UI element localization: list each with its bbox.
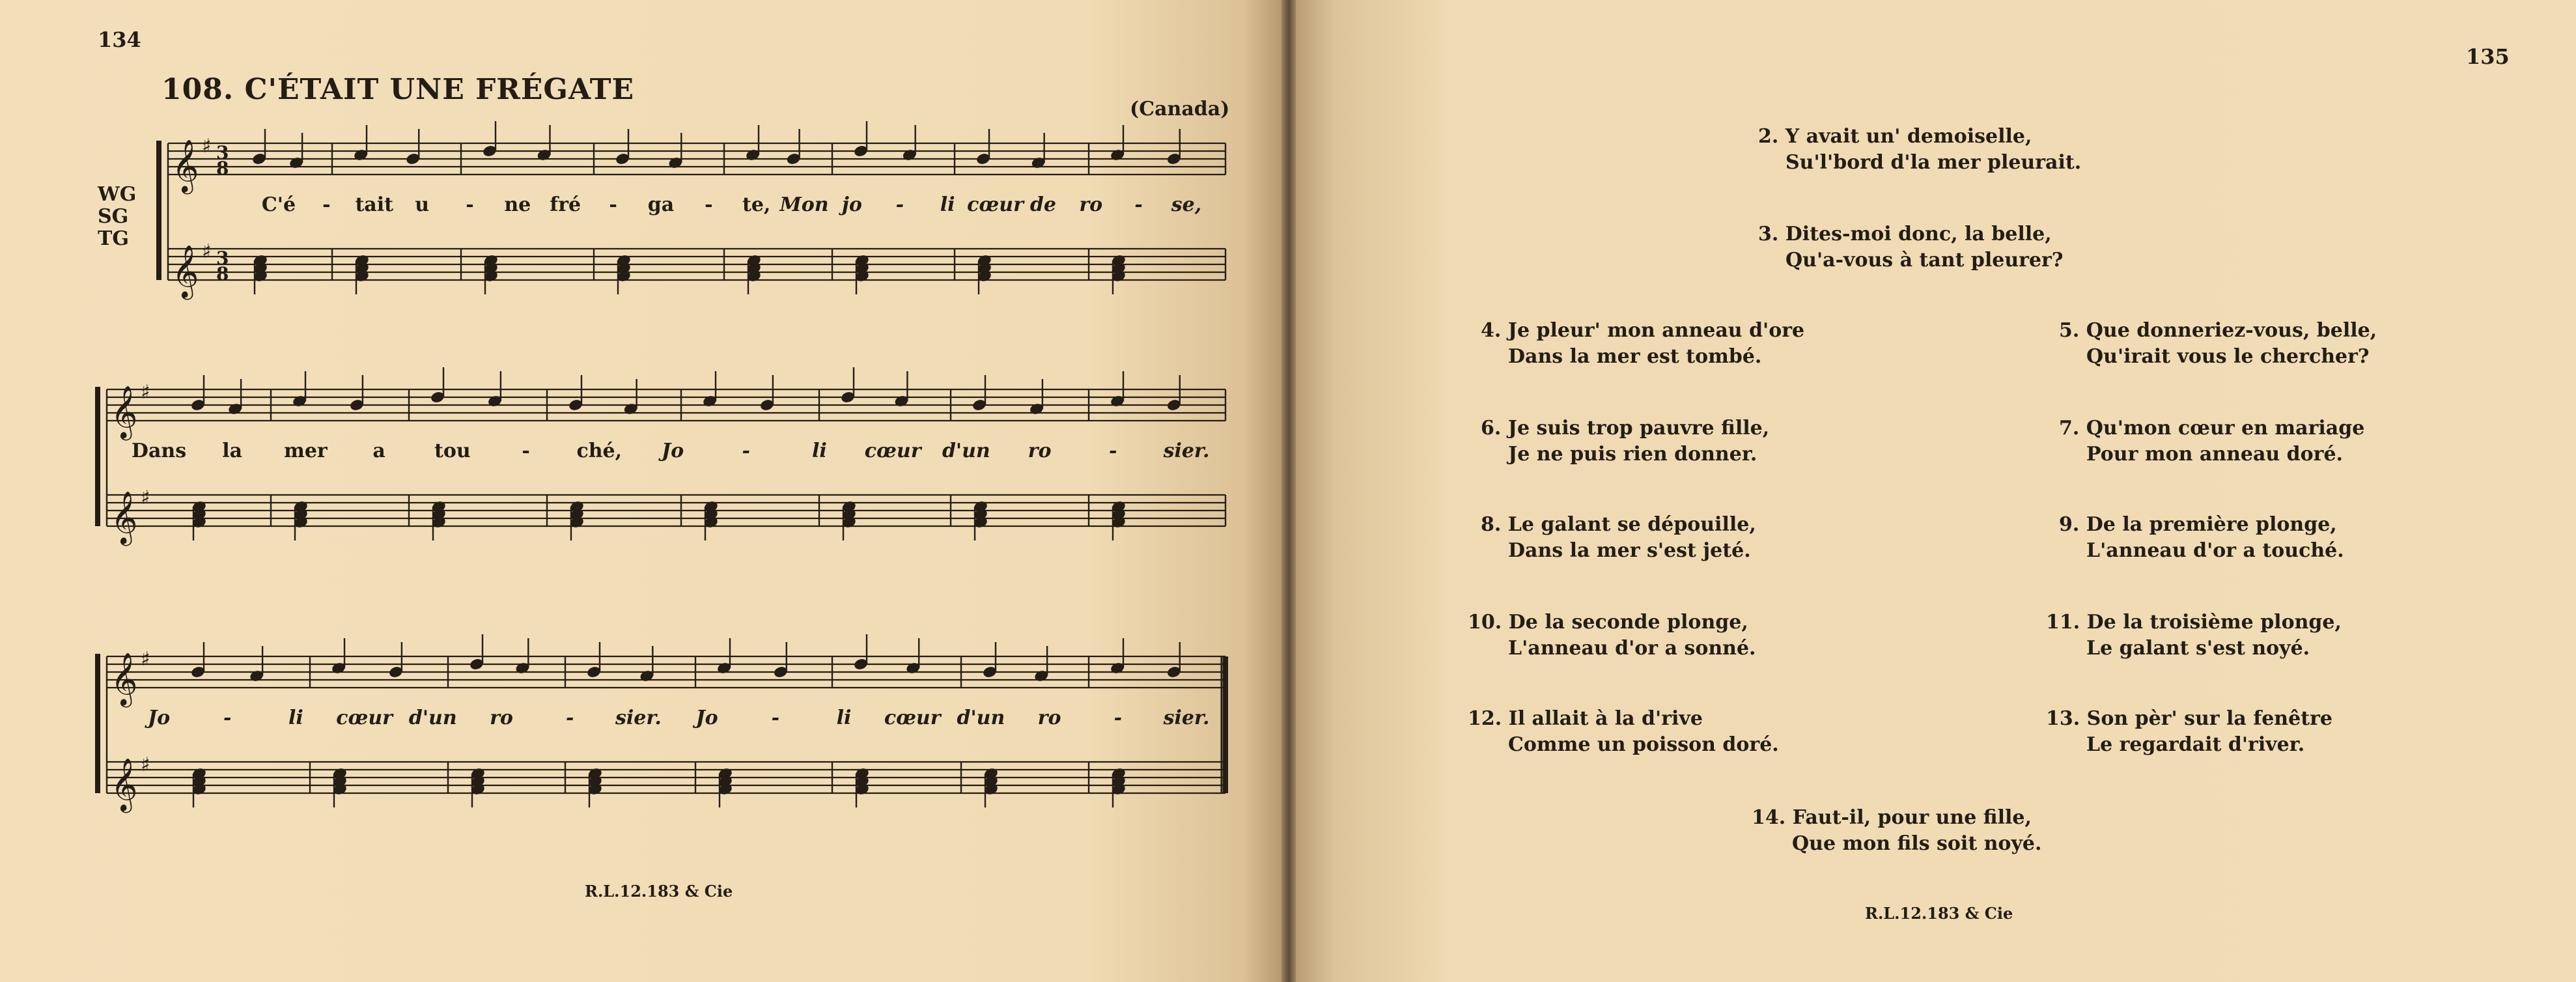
lyric-syllable: C'é: [261, 193, 296, 216]
treble-clef-icon: 𝄞: [111, 490, 138, 544]
voice-label-sg: SG: [98, 205, 129, 228]
verse-9: [2059, 512, 2344, 564]
lyric-syllable: ro: [490, 707, 513, 729]
treble-clef-icon: 𝄞: [111, 652, 138, 705]
treble-clef-icon: 𝄞: [111, 757, 138, 811]
system-bracket: [95, 387, 100, 526]
time-signature: 3: [216, 142, 229, 163]
lyric-syllable: d'un: [942, 440, 990, 462]
left-page: [0, 0, 1281, 982]
verse-line: Dans la mer est tombé.: [1508, 345, 1762, 368]
verse-line: Son pèr' sur la fenêtre: [2086, 707, 2332, 730]
lyric-syllable: d'un: [408, 707, 457, 729]
lyric-syllable: ne: [504, 193, 531, 216]
lyric-syllable: Jo: [147, 707, 171, 729]
lyric-syllable: fré: [550, 193, 581, 216]
lyric-syllable: Jo: [695, 707, 718, 729]
lyric-syllable: -: [1109, 440, 1117, 462]
verse-line: Y avait un' demoiselle,: [1785, 125, 2032, 148]
verse-line: Il allait à la d'rive: [1508, 707, 1703, 730]
verse-line: De la première plonge,: [2086, 513, 2337, 536]
verse-line: Qu'irait vous le chercher?: [2086, 345, 2370, 368]
verse-number: 6.: [1481, 417, 1502, 440]
lyric-syllable: -: [1134, 193, 1143, 216]
lyric-syllable: ché,: [576, 440, 623, 462]
lyric-syllable: Jo: [661, 440, 684, 462]
verse-line: Le galant s'est noyé.: [2086, 637, 2310, 660]
lyric-syllable: de: [1029, 193, 1056, 216]
verse-5: [2059, 318, 2377, 370]
lyric-syllable: -: [565, 707, 574, 729]
sharp-icon: ♯: [141, 648, 150, 671]
lyric-syllable: cœur: [884, 707, 941, 729]
verse-number: 5.: [2059, 319, 2080, 342]
lyric-syllable: sier.: [1163, 707, 1210, 729]
treble-clef-icon: 𝄞: [172, 244, 199, 298]
verse-line: L'anneau d'or a sonné.: [1508, 637, 1756, 660]
lyric-syllable: sier.: [1163, 440, 1210, 462]
verse-line: De la seconde plonge,: [1508, 611, 1748, 634]
verse-line: Que mon fils soit noyé.: [1792, 832, 2042, 855]
lyric-syllable: -: [609, 193, 617, 216]
lyric-syllable: jo: [841, 193, 862, 216]
time-signature: 3: [216, 247, 229, 269]
time-signature: 8: [216, 158, 229, 179]
lyric-syllable: li: [288, 707, 303, 729]
lyric-syllable: ro: [1037, 707, 1061, 729]
verse-4: [1481, 318, 1804, 370]
verse-number: 10.: [1468, 611, 1502, 634]
lyric-syllable: la: [222, 440, 243, 462]
song-title: 108. C'ÉTAIT UNE FRÉGATE: [161, 73, 635, 106]
sharp-icon: ♯: [141, 486, 150, 509]
verse-line: Faut-il, pour une fille,: [1792, 806, 2032, 829]
voice-label-tg: TG: [98, 227, 129, 250]
verse-number: 14.: [1752, 806, 1786, 829]
sheet-music: [0, 0, 1281, 982]
song-origin: (Canada): [1130, 98, 1230, 120]
verse-7: [2059, 415, 2364, 468]
publisher-footer: R.L.12.183 & Cie: [1865, 904, 2013, 923]
lyric-syllable: se,: [1171, 193, 1202, 216]
verse-line: Que donneriez-vous, belle,: [2086, 319, 2377, 342]
verse-line: Pour mon anneau doré.: [2086, 443, 2343, 466]
verse-number: 11.: [2046, 611, 2080, 634]
system-bracket: [156, 141, 161, 280]
sharp-icon: ♯: [202, 135, 212, 158]
lyric-syllable: cœur: [336, 707, 393, 729]
lyric-syllable: tait: [355, 193, 394, 216]
verse-number: 2.: [1758, 125, 1779, 148]
lyric-syllable: ro: [1079, 193, 1103, 216]
verse-11: [2046, 610, 2342, 662]
verse-line: Je suis trop pauvre fille,: [1507, 417, 1770, 440]
verse-13: [2046, 706, 2332, 758]
time-signature: 8: [216, 263, 229, 285]
lyric-syllable: -: [771, 707, 780, 729]
lyric-syllable: sier.: [615, 707, 662, 729]
verse-line: Le galant se dépouille,: [1507, 513, 1756, 536]
publisher-footer: R.L.12.183 & Cie: [585, 882, 733, 901]
lyric-syllable: ro: [1028, 440, 1052, 462]
lyric-syllable: -: [322, 193, 331, 216]
verse-6: [1481, 415, 1769, 468]
lyric-syllable: u: [415, 193, 430, 216]
verse-2: [1758, 124, 2081, 176]
verse-line: Je pleur' mon anneau d'ore: [1507, 319, 1805, 342]
verse-line: Dites-moi donc, la belle,: [1785, 223, 2052, 245]
system-bracket: [95, 654, 100, 793]
lyric-syllable: tou: [434, 440, 471, 462]
voice-label-wg: WG: [98, 183, 137, 206]
lyric-syllable: li: [836, 707, 852, 729]
verse-number: 12.: [1468, 707, 1502, 730]
lyric-syllable: cœur: [967, 193, 1024, 216]
page-number: 134: [98, 27, 141, 52]
lyric-syllable: Mon: [779, 193, 829, 216]
sharp-icon: ♯: [141, 381, 150, 404]
treble-clef-icon: 𝄞: [172, 139, 199, 192]
verse-line: Dans la mer s'est jeté.: [1508, 539, 1751, 562]
verse-8: [1481, 512, 1756, 564]
sharp-icon: ♯: [141, 753, 150, 776]
verse-line: L'anneau d'or a touché.: [2086, 539, 2344, 562]
verse-number: 3.: [1758, 223, 1779, 245]
lyric-syllable: -: [466, 193, 474, 216]
treble-clef-icon: 𝄞: [111, 385, 138, 438]
verse-number: 13.: [2046, 707, 2080, 730]
lyric-syllable: -: [1113, 707, 1123, 729]
lyric-syllable: li: [940, 193, 955, 216]
verse-line: Le regardait d'river.: [2086, 733, 2305, 756]
lyric-syllable: d'un: [957, 707, 1005, 729]
verse-12: [1468, 706, 1779, 758]
verse-number: 9.: [2059, 513, 2080, 536]
lyric-syllable: -: [705, 193, 713, 216]
lyric-syllable: ga: [647, 193, 675, 216]
book-gutter: [1281, 0, 1296, 982]
lyric-syllable: Dans: [131, 440, 187, 462]
lyric-syllable: te,: [742, 193, 771, 216]
lyric-syllable: -: [895, 193, 904, 216]
lyric-syllable: -: [522, 440, 530, 462]
verse-line: Qu'a-vous à tant pleurer?: [1785, 249, 2064, 272]
verse-line: Su'l'bord d'la mer pleurait.: [1785, 151, 2082, 174]
verse-line: De la troisième plonge,: [2086, 611, 2342, 634]
page-number: 135: [2466, 44, 2510, 69]
verse-number: 4.: [1481, 319, 1502, 342]
lyric-syllable: cœur: [864, 440, 921, 462]
verse-line: Qu'mon cœur en mariage: [2086, 417, 2365, 440]
sharp-icon: ♯: [202, 240, 212, 263]
lyric-syllable: li: [812, 440, 827, 462]
right-page: [1296, 0, 2576, 982]
lyric-syllable: a: [372, 440, 385, 462]
verse-10: [1468, 610, 1756, 662]
lyric-syllable: -: [223, 707, 232, 729]
verse-3: [1758, 221, 2063, 274]
verse-14: [1752, 805, 2041, 857]
verse-line: Comme un poisson doré.: [1508, 733, 1779, 756]
lyric-syllable: mer: [284, 440, 328, 462]
verse-number: 7.: [2059, 417, 2080, 440]
lyric-syllable: -: [742, 440, 750, 462]
verse-number: 8.: [1481, 513, 1502, 536]
verse-line: Je ne puis rien donner.: [1508, 443, 1757, 466]
